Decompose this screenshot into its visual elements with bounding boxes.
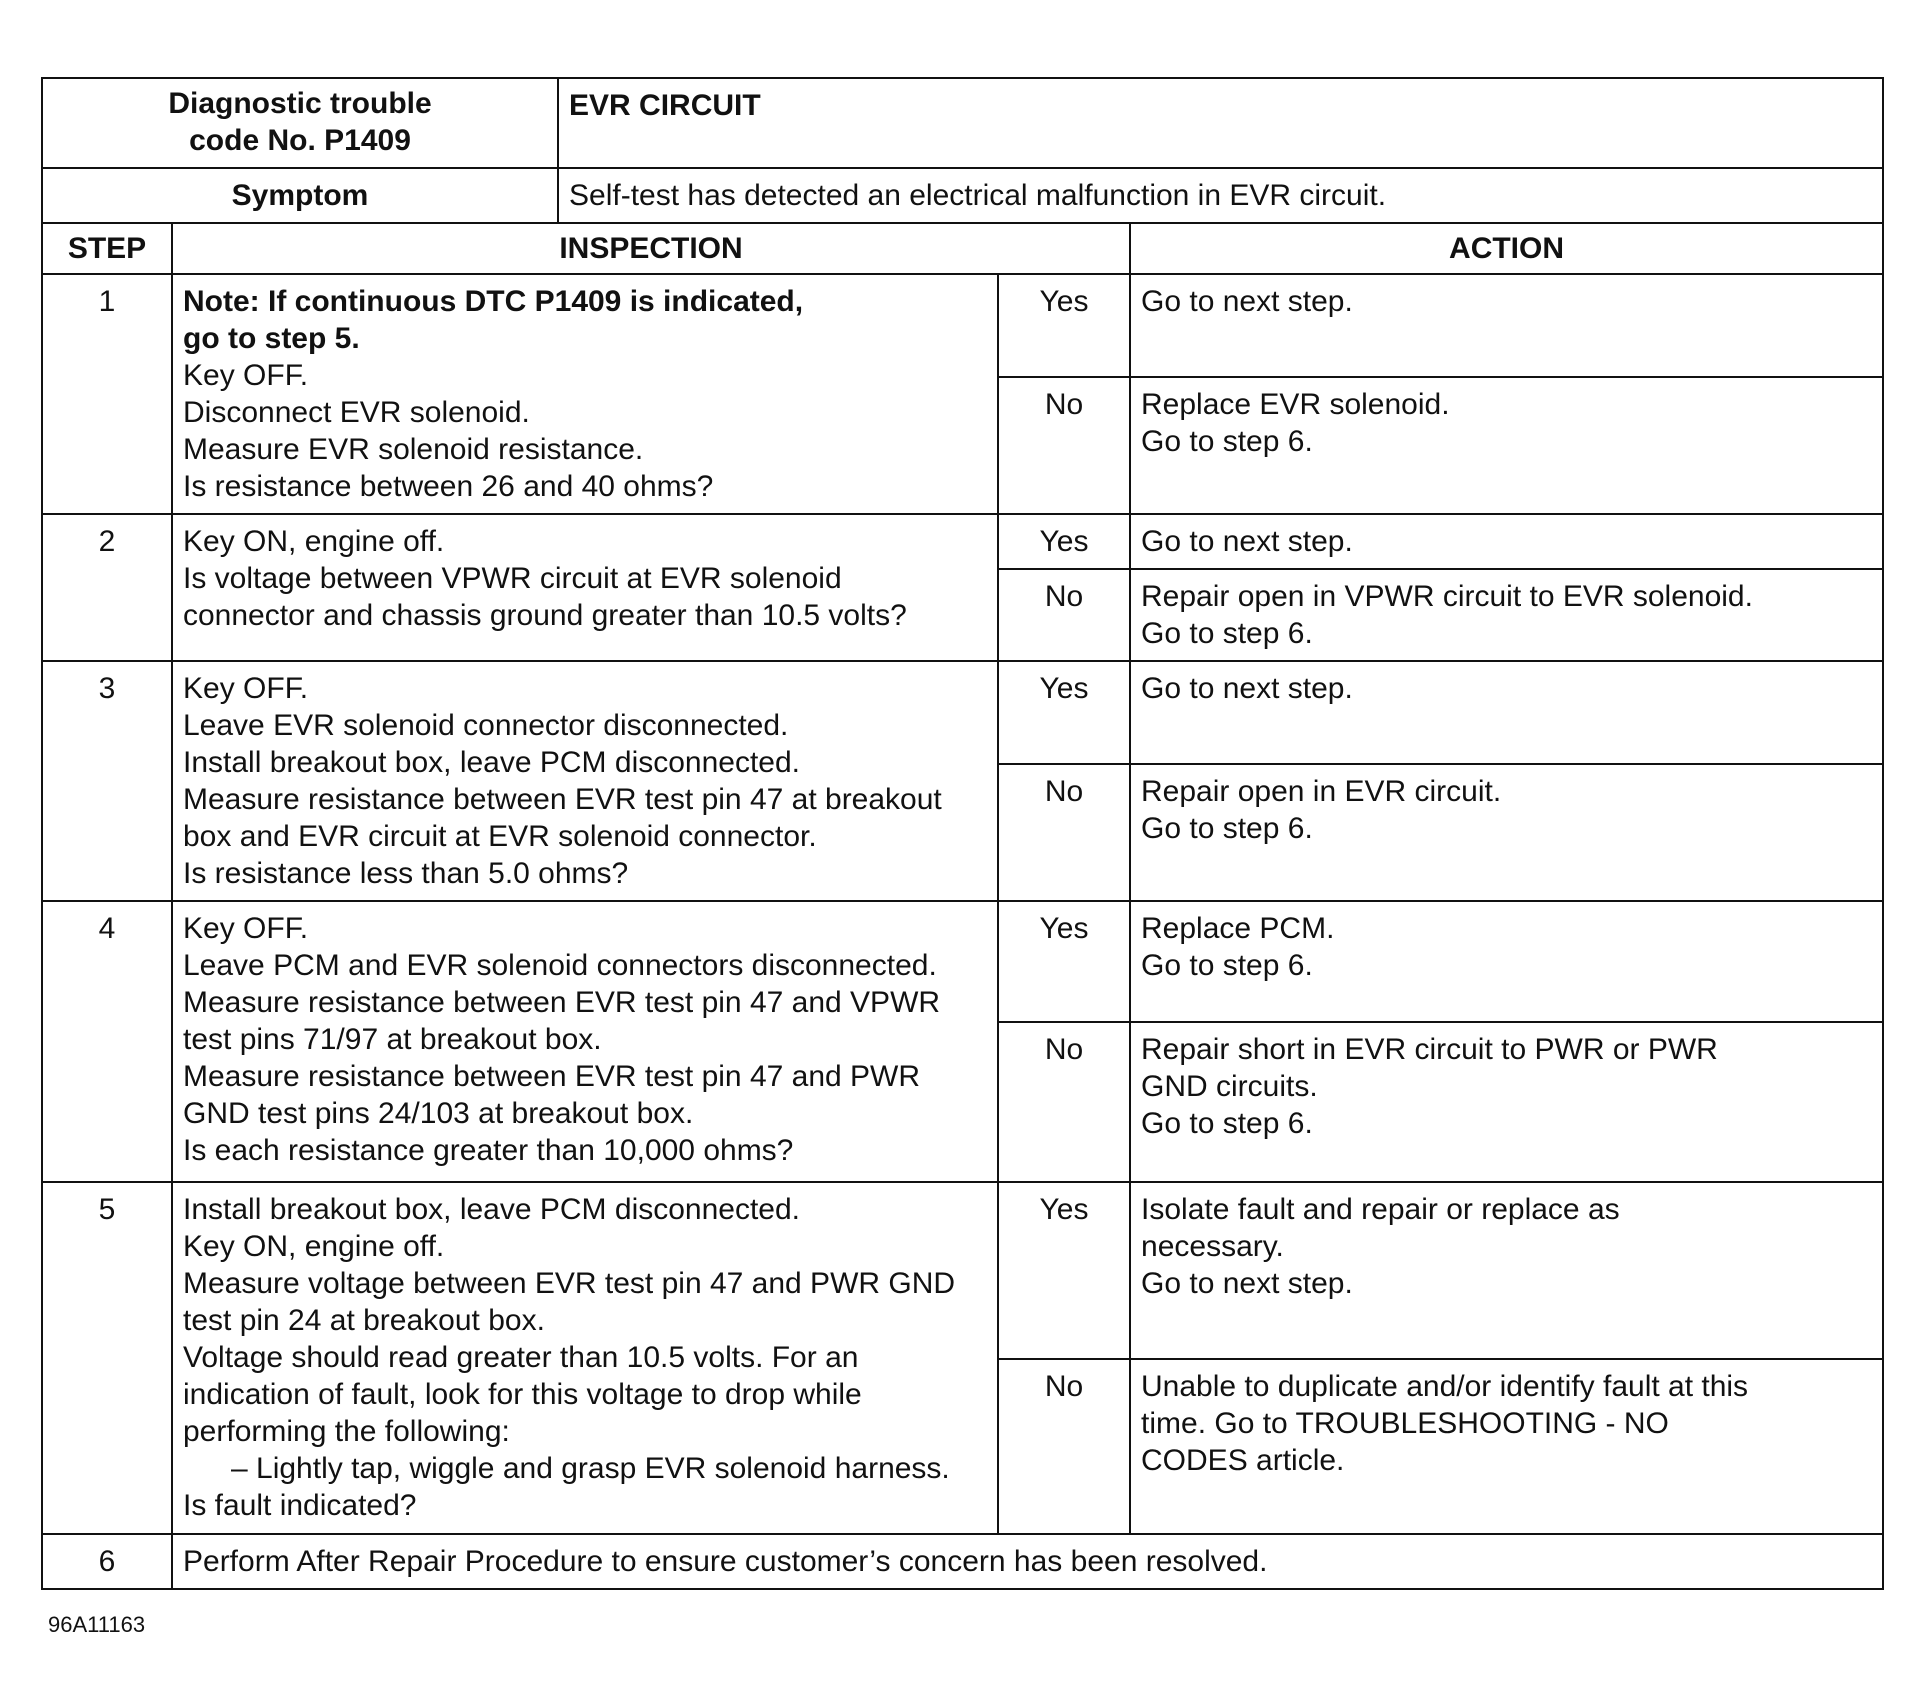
inspection-line: Key OFF. bbox=[183, 912, 309, 945]
no-action bbox=[1130, 1022, 1883, 1182]
action-line: Replace EVR solenoid. bbox=[1141, 388, 1450, 421]
symptom-label: Symptom bbox=[42, 168, 558, 223]
step-row-2 bbox=[42, 514, 1883, 569]
inspection-line: box and EVR circuit at EVR solenoid connector. bbox=[183, 820, 817, 853]
action-line: Go to next step. bbox=[1141, 285, 1353, 318]
inspection-line: Voltage should read greater than 10.5 volts. For an bbox=[183, 1341, 859, 1374]
action-line: Go to step 6. bbox=[1141, 1107, 1313, 1140]
no-action bbox=[1130, 569, 1883, 661]
action-line: CODES article. bbox=[1141, 1444, 1345, 1477]
no-label: No bbox=[998, 377, 1130, 514]
action-line: Go to next step. bbox=[1141, 525, 1353, 558]
inspection-line: Key OFF. bbox=[183, 672, 309, 705]
inspection-line: performing the following: bbox=[183, 1415, 510, 1448]
inspection-line: Leave EVR solenoid connector disconnected. bbox=[183, 709, 789, 742]
column-header-row bbox=[42, 223, 1883, 274]
inspection-line: Is each resistance greater than 10,000 ohms? bbox=[183, 1134, 794, 1167]
action-line: Isolate fault and repair or replace as bbox=[1141, 1193, 1620, 1226]
inspection-line: Is resistance less than 5.0 ohms? bbox=[183, 857, 629, 890]
circuit-title: EVR CIRCUIT bbox=[558, 78, 1883, 168]
no-label: No bbox=[998, 569, 1130, 661]
step-number: 2 bbox=[42, 514, 172, 661]
yes-label: Yes bbox=[998, 1182, 1130, 1359]
inspection-line: indication of fault, look for this voltage to drop while bbox=[183, 1378, 862, 1411]
inspection-line: Measure voltage between EVR test pin 47 and PWR GND bbox=[183, 1267, 956, 1300]
action-line: Go to step 6. bbox=[1141, 812, 1313, 845]
no-label: No bbox=[998, 1022, 1130, 1182]
action-line: Go to next step. bbox=[1141, 672, 1353, 705]
inspection-line: Is fault indicated? bbox=[183, 1489, 417, 1522]
dtc-code-label-line2: code No. P1409 bbox=[189, 124, 411, 157]
step-inspection bbox=[172, 1182, 998, 1534]
step-inspection bbox=[172, 901, 998, 1182]
action-line: Replace PCM. bbox=[1141, 912, 1335, 945]
inspection-line: Disconnect EVR solenoid. bbox=[183, 396, 530, 429]
step-inspection bbox=[172, 661, 998, 901]
inspection-line: Measure EVR solenoid resistance. bbox=[183, 433, 644, 466]
no-label: No bbox=[998, 764, 1130, 901]
inspection-line: Measure resistance between EVR test pin 47 and PWR bbox=[183, 1060, 921, 1093]
action-line: GND circuits. bbox=[1141, 1070, 1318, 1103]
action-line: necessary. bbox=[1141, 1230, 1284, 1263]
step-row-4 bbox=[42, 901, 1883, 1022]
action-line: Go to step 6. bbox=[1141, 949, 1313, 982]
action-line: time. Go to TROUBLESHOOTING - NO bbox=[1141, 1407, 1669, 1440]
step-note: go to step 5. bbox=[183, 322, 360, 355]
inspection-line: Measure resistance between EVR test pin 47 at breakout bbox=[183, 783, 942, 816]
yes-label: Yes bbox=[998, 274, 1130, 377]
no-label: No bbox=[998, 1359, 1130, 1534]
yes-action bbox=[1130, 901, 1883, 1022]
inspection-line: test pin 24 at breakout box. bbox=[183, 1304, 545, 1337]
step-note: Note: If continuous DTC P1409 is indicated, bbox=[183, 285, 804, 318]
action-line: Repair short in EVR circuit to PWR or PWR bbox=[1141, 1033, 1718, 1066]
col-action-header: ACTION bbox=[1130, 223, 1883, 274]
inspection-line: Is resistance between 26 and 40 ohms? bbox=[183, 470, 714, 503]
no-action bbox=[1130, 764, 1883, 901]
action-line: Repair open in VPWR circuit to EVR solenoid. bbox=[1141, 580, 1753, 613]
yes-label: Yes bbox=[998, 514, 1130, 569]
inspection-line: GND test pins 24/103 at breakout box. bbox=[183, 1097, 694, 1130]
dtc-code-label-line1: Diagnostic trouble bbox=[168, 87, 432, 120]
action-line: Go to next step. bbox=[1141, 1267, 1353, 1300]
step-inspection bbox=[172, 274, 998, 514]
col-step-header: STEP bbox=[42, 223, 172, 274]
figure-id: 96A11163 bbox=[48, 1612, 146, 1637]
header-row bbox=[42, 78, 1883, 168]
diagnostic-table-container bbox=[41, 77, 1882, 1590]
step-number: 4 bbox=[42, 901, 172, 1182]
inspection-line: test pins 71/97 at breakout box. bbox=[183, 1023, 602, 1056]
inspection-line: Install breakout box, leave PCM disconnected. bbox=[183, 746, 801, 779]
inspection-line: Leave PCM and EVR solenoid connectors disconnected. bbox=[183, 949, 937, 982]
inspection-line: Install breakout box, leave PCM disconnected. bbox=[183, 1193, 801, 1226]
step-row-6 bbox=[42, 1534, 1883, 1589]
step-number: 5 bbox=[42, 1182, 172, 1534]
col-inspection-header: INSPECTION bbox=[172, 223, 1130, 274]
inspection-line: Measure resistance between EVR test pin 47 and VPWR bbox=[183, 986, 941, 1019]
step-number: 1 bbox=[42, 274, 172, 514]
action-line: Repair open in EVR circuit. bbox=[1141, 775, 1502, 808]
action-line: Unable to duplicate and/or identify fault at this bbox=[1141, 1370, 1749, 1403]
yes-label: Yes bbox=[998, 901, 1130, 1022]
yes-action bbox=[1130, 1182, 1883, 1359]
step-row-3 bbox=[42, 661, 1883, 764]
yes-label: Yes bbox=[998, 661, 1130, 764]
step-inspection bbox=[172, 514, 998, 661]
yes-action bbox=[1130, 274, 1883, 377]
action-line: Go to step 6. bbox=[1141, 617, 1313, 650]
yes-action bbox=[1130, 514, 1883, 569]
inspection-bullet: – Lightly tap, wiggle and grasp EVR solenoid harness. bbox=[231, 1452, 950, 1485]
step-number: 6 bbox=[42, 1534, 172, 1589]
inspection-line: Key OFF. bbox=[183, 359, 309, 392]
dtc-code-cell bbox=[42, 78, 558, 168]
yes-action bbox=[1130, 661, 1883, 764]
step-final-text: Perform After Repair Procedure to ensure customer’s concern has been resolved. bbox=[172, 1534, 1883, 1589]
inspection-line: Is voltage between VPWR circuit at EVR solenoid bbox=[183, 562, 842, 595]
inspection-line: Key ON, engine off. bbox=[183, 525, 445, 558]
inspection-line: connector and chassis ground greater than 10.5 volts? bbox=[183, 599, 907, 632]
symptom-text: Self-test has detected an electrical malfunction in EVR circuit. bbox=[558, 168, 1883, 223]
symptom-row bbox=[42, 168, 1883, 223]
action-line: Go to step 6. bbox=[1141, 425, 1313, 458]
diagnostic-table bbox=[41, 77, 1884, 1590]
no-action bbox=[1130, 1359, 1883, 1534]
step-number: 3 bbox=[42, 661, 172, 901]
step-row-5 bbox=[42, 1182, 1883, 1359]
inspection-line: Key ON, engine off. bbox=[183, 1230, 445, 1263]
no-action bbox=[1130, 377, 1883, 514]
step-row-1 bbox=[42, 274, 1883, 377]
